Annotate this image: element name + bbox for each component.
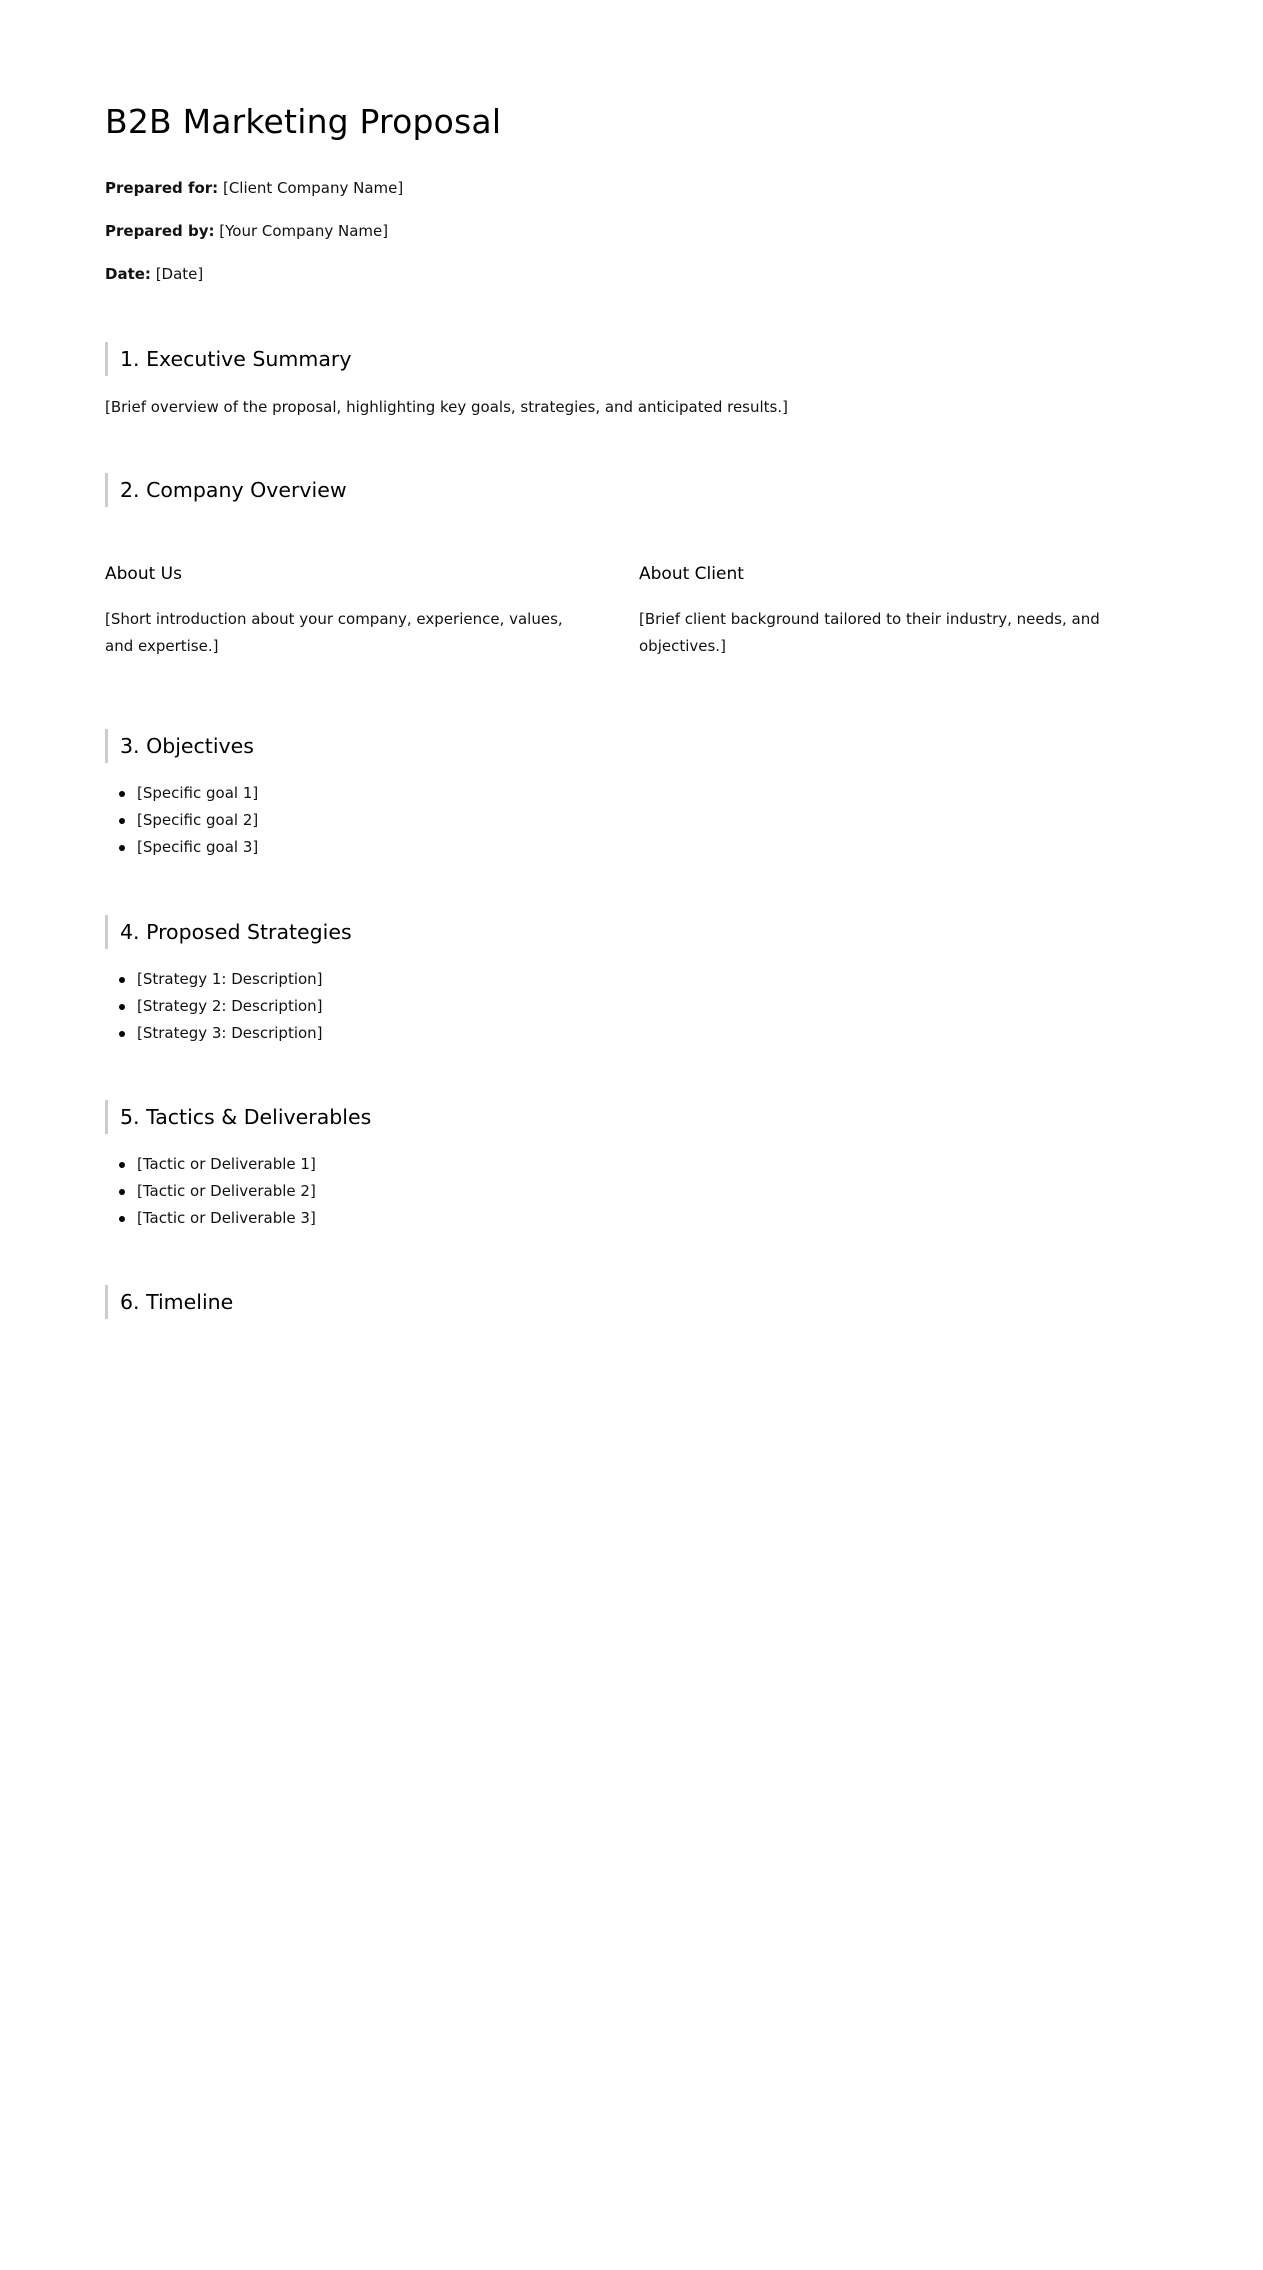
- list-item: [137, 1178, 316, 1205]
- list-item: [137, 993, 323, 1020]
- bullet-icon: [119, 845, 125, 851]
- section-heading-executive-summary: 1. Executive Summary: [105, 342, 351, 376]
- meta-label: Prepared for:: [105, 179, 219, 197]
- list-item-text: [Specific goal 1]: [137, 784, 259, 802]
- list-item-text: [Specific goal 3]: [137, 838, 259, 856]
- bullet-icon: [119, 818, 125, 824]
- bullet-icon: [119, 791, 125, 797]
- meta-value: [Date]: [155, 265, 204, 283]
- bullet-icon: [119, 977, 125, 983]
- list-item-text: [Tactic or Deliverable 2]: [137, 1182, 316, 1200]
- list-item: [137, 834, 258, 861]
- bullet-icon: [119, 1189, 125, 1195]
- section-heading-timeline: 6. Timeline: [105, 1285, 233, 1319]
- meta-label: Prepared by:: [105, 222, 215, 240]
- meta-label: Date:: [105, 265, 151, 283]
- tactics-list: [105, 1151, 316, 1232]
- about-us-heading: About Us: [105, 564, 182, 584]
- objectives-list: [105, 780, 258, 861]
- section-heading-tactics-deliverables: 5. Tactics & Deliverables: [105, 1100, 371, 1134]
- list-item-text: [Tactic or Deliverable 3]: [137, 1209, 316, 1227]
- executive-summary-text: [Brief overview of the proposal, highlighting key goals, strategies, and anticipated results.]: [105, 398, 788, 416]
- list-item: [137, 780, 258, 807]
- about-client-heading: About Client: [639, 564, 744, 584]
- list-item: [137, 966, 323, 993]
- strategies-list: [105, 966, 323, 1047]
- list-item-text: [Strategy 3: Description]: [137, 1024, 323, 1042]
- meta-prepared-for: [105, 177, 403, 199]
- bullet-icon: [119, 1004, 125, 1010]
- bullet-icon: [119, 1216, 125, 1222]
- meta-value: [Your Company Name]: [219, 222, 389, 240]
- section-heading-objectives: 3. Objectives: [105, 729, 254, 763]
- list-item: [137, 807, 258, 834]
- bullet-icon: [119, 1031, 125, 1037]
- meta-prepared-by: [105, 220, 388, 242]
- list-item-text: [Specific goal 2]: [137, 811, 259, 829]
- list-item: [137, 1020, 323, 1047]
- document-title: B2B Marketing Proposal: [105, 102, 502, 141]
- list-item: [137, 1205, 316, 1232]
- list-item-text: [Strategy 1: Description]: [137, 970, 323, 988]
- section-heading-company-overview: 2. Company Overview: [105, 473, 347, 507]
- bullet-icon: [119, 1162, 125, 1168]
- meta-date: [105, 263, 203, 285]
- list-item-text: [Tactic or Deliverable 1]: [137, 1155, 316, 1173]
- about-client-text: [Brief client background tailored to their industry, needs, and objectives.]: [639, 610, 1100, 655]
- meta-value: [Client Company Name]: [222, 179, 404, 197]
- section-heading-proposed-strategies: 4. Proposed Strategies: [105, 915, 352, 949]
- list-item: [137, 1151, 316, 1178]
- about-us-text: [Short introduction about your company, experience, values, and expertise.]: [105, 610, 563, 655]
- list-item-text: [Strategy 2: Description]: [137, 997, 323, 1015]
